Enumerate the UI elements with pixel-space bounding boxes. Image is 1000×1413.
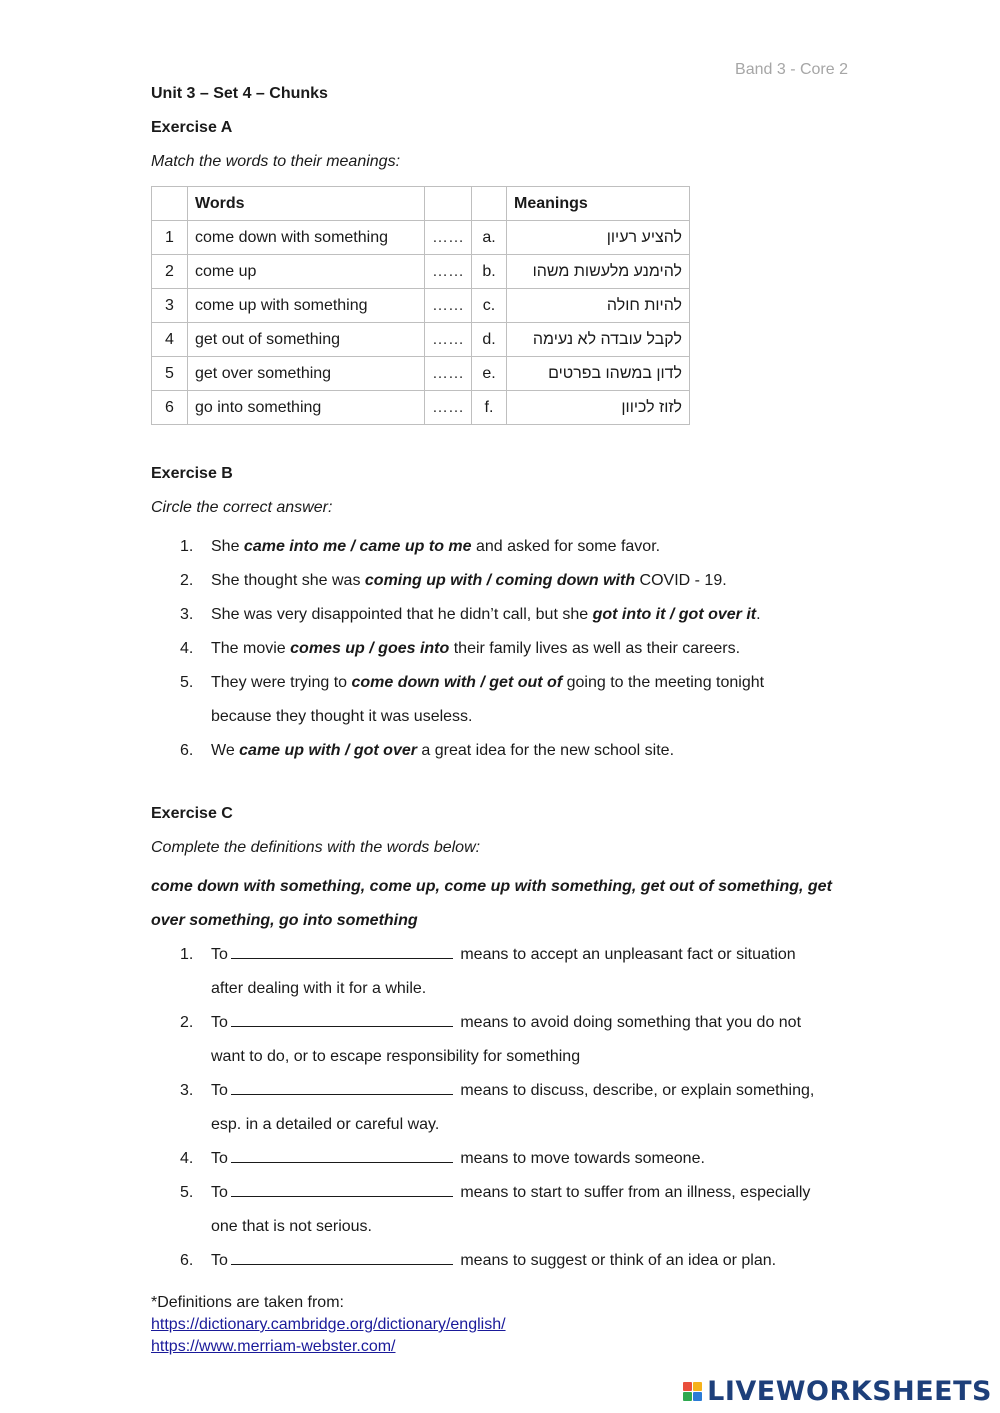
exercise-b-list — [151, 530, 851, 768]
item-number: 6. — [180, 1252, 194, 1269]
logo-square — [683, 1392, 692, 1401]
row-meaning: להימנע מלעשות משהו — [507, 255, 690, 289]
item-number: 5. — [180, 674, 194, 691]
answer-choices[interactable]: got into it / got over it — [592, 606, 757, 623]
row-meaning: לזוז לכיוון — [507, 391, 690, 425]
row-meaning: להיות חולה — [507, 289, 690, 323]
page-title: Unit 3 – Set 4 – Chunks — [151, 85, 328, 102]
item-definition: means to move towards someone. — [455, 1150, 705, 1167]
item-number: 1. — [180, 946, 194, 963]
row-meaning: לקבל עובדה לא נעימה — [507, 323, 690, 357]
answer-blank[interactable]: …… — [425, 255, 472, 289]
row-word: come down with something — [188, 221, 425, 255]
row-meaning: לדון במשהו בפרטים — [507, 357, 690, 391]
table-header-row — [152, 187, 690, 221]
exercise-b-title: Exercise B — [151, 465, 233, 482]
answer-blank[interactable] — [231, 1080, 453, 1095]
table-row — [152, 289, 690, 323]
item-text-pre: She — [211, 538, 244, 555]
row-word: come up with something — [188, 289, 425, 323]
liveworksheets-logo-icon — [683, 1382, 702, 1401]
row-letter: f. — [472, 391, 507, 425]
row-letter: c. — [472, 289, 507, 323]
item-to: To — [211, 946, 228, 963]
item-to: To — [211, 1014, 228, 1031]
item-text-post: going to the meeting tonight — [562, 674, 765, 691]
item-definition: means to discuss, describe, or explain something, — [455, 1082, 815, 1099]
item-number: 2. — [180, 1014, 194, 1031]
item-definition: means to suggest or think of an idea or plan. — [455, 1252, 777, 1269]
logo-square — [693, 1382, 702, 1391]
row-number: 2 — [152, 255, 188, 289]
row-meaning: להציע רעיון — [507, 221, 690, 255]
row-letter: d. — [472, 323, 507, 357]
answer-blank[interactable] — [231, 1182, 453, 1197]
list-item — [151, 598, 851, 632]
list-item — [151, 1244, 851, 1278]
word-bank-line-2: over something, go into something — [151, 912, 418, 929]
item-number: 5. — [180, 1184, 194, 1201]
answer-blank[interactable]: …… — [425, 221, 472, 255]
item-text-pre: We — [211, 742, 240, 759]
table-row — [152, 255, 690, 289]
item-text-post: . — [756, 606, 761, 623]
exercise-c-list — [151, 938, 851, 1278]
item-number: 1. — [180, 538, 194, 555]
words-header: Words — [188, 187, 425, 221]
row-number: 6 — [152, 391, 188, 425]
footnote-text: *Definitions are taken from: — [151, 1294, 344, 1311]
answer-blank[interactable] — [231, 944, 453, 959]
item-text-pre: She was very disappointed that he didn’t call, but she — [211, 606, 593, 623]
list-item — [151, 938, 851, 1006]
item-text-post: and asked for some favor. — [471, 538, 661, 555]
matching-table — [151, 186, 690, 425]
list-item — [151, 1006, 851, 1074]
row-number: 4 — [152, 323, 188, 357]
answer-choices[interactable]: comes up / goes into — [290, 640, 450, 657]
list-item — [151, 564, 851, 598]
item-to: To — [211, 1150, 228, 1167]
item-text-post: a great idea for the new school site. — [416, 742, 675, 759]
item-text-post: their family lives as well as their careers. — [449, 640, 741, 657]
merriam-webster-link[interactable]: https://www.merriam-webster.com/ — [151, 1338, 396, 1355]
exercise-a-instruction: Match the words to their meanings: — [151, 153, 401, 170]
item-text-pre: She thought she was — [211, 572, 365, 589]
brand-name: LIVEWORKSHEETS — [707, 1376, 992, 1407]
item-to: To — [211, 1252, 228, 1269]
row-word: get over something — [188, 357, 425, 391]
exercise-c-instruction: Complete the definitions with the words below: — [151, 839, 481, 856]
item-number: 4. — [180, 1150, 194, 1167]
list-item — [151, 666, 851, 734]
answer-blank[interactable]: …… — [425, 357, 472, 391]
item-text-cont: one that is not serious. — [211, 1218, 372, 1235]
item-number: 3. — [180, 606, 194, 623]
item-definition: means to start to suffer from an illness, especially — [455, 1184, 811, 1201]
word-bank-line-1: come down with something, come up, come up with something, get out of something, get — [151, 878, 832, 895]
cambridge-link[interactable]: https://dictionary.cambridge.org/dictionary/english/ — [151, 1316, 506, 1333]
item-text-cont: after dealing with it for a while. — [211, 980, 427, 997]
answer-choices[interactable]: came up with / got over — [239, 742, 417, 759]
logo-square — [693, 1392, 702, 1401]
item-text-cont: esp. in a detailed or careful way. — [211, 1116, 440, 1133]
list-item — [151, 1142, 851, 1176]
row-letter: a. — [472, 221, 507, 255]
liveworksheets-brand[interactable] — [683, 1376, 992, 1407]
row-letter: e. — [472, 357, 507, 391]
worksheet-content — [151, 82, 851, 1358]
exercise-b-instruction: Circle the correct answer: — [151, 499, 333, 516]
item-text-cont: because they thought it was useless. — [211, 708, 473, 725]
list-item — [151, 632, 851, 666]
item-number: 2. — [180, 572, 194, 589]
answer-blank[interactable]: …… — [425, 391, 472, 425]
row-number: 1 — [152, 221, 188, 255]
item-to: To — [211, 1184, 228, 1201]
item-text-post: COVID - 19. — [635, 572, 727, 589]
list-item — [151, 1074, 851, 1142]
list-item — [151, 1176, 851, 1244]
answer-blank[interactable] — [231, 1148, 453, 1163]
table-row — [152, 357, 690, 391]
item-number: 4. — [180, 640, 194, 657]
table-row — [152, 391, 690, 425]
answer-blank[interactable] — [231, 1250, 453, 1265]
exercise-a-title: Exercise A — [151, 119, 233, 136]
item-to: To — [211, 1082, 228, 1099]
footnote — [151, 1292, 851, 1358]
exercise-c-title: Exercise C — [151, 805, 233, 822]
item-text-pre: The movie — [211, 640, 291, 657]
answer-blank[interactable]: …… — [425, 323, 472, 357]
row-word: come up — [188, 255, 425, 289]
logo-square — [683, 1382, 692, 1391]
row-number: 5 — [152, 357, 188, 391]
item-number: 6. — [180, 742, 194, 759]
item-text-cont: want to do, or to escape responsibility for something — [211, 1048, 581, 1065]
row-letter: b. — [472, 255, 507, 289]
answer-choices[interactable]: come down with / get out of — [351, 674, 563, 691]
answer-choices[interactable]: came into me / came up to me — [243, 538, 472, 555]
list-item — [151, 530, 851, 564]
answer-blank[interactable]: …… — [425, 289, 472, 323]
meanings-header: Meanings — [507, 187, 690, 221]
answer-blank[interactable] — [231, 1012, 453, 1027]
item-text-pre: They were trying to — [211, 674, 352, 691]
row-word: get out of something — [188, 323, 425, 357]
item-definition: means to accept an unpleasant fact or situation — [455, 946, 796, 963]
list-item — [151, 734, 851, 768]
item-number: 3. — [180, 1082, 194, 1099]
header-band-label: Band 3 - Core 2 — [735, 61, 848, 78]
answer-choices[interactable]: coming up with / coming down with — [364, 572, 636, 589]
table-row — [152, 221, 690, 255]
table-row — [152, 323, 690, 357]
item-definition: means to avoid doing something that you do not — [455, 1014, 802, 1031]
row-number: 3 — [152, 289, 188, 323]
row-word: go into something — [188, 391, 425, 425]
